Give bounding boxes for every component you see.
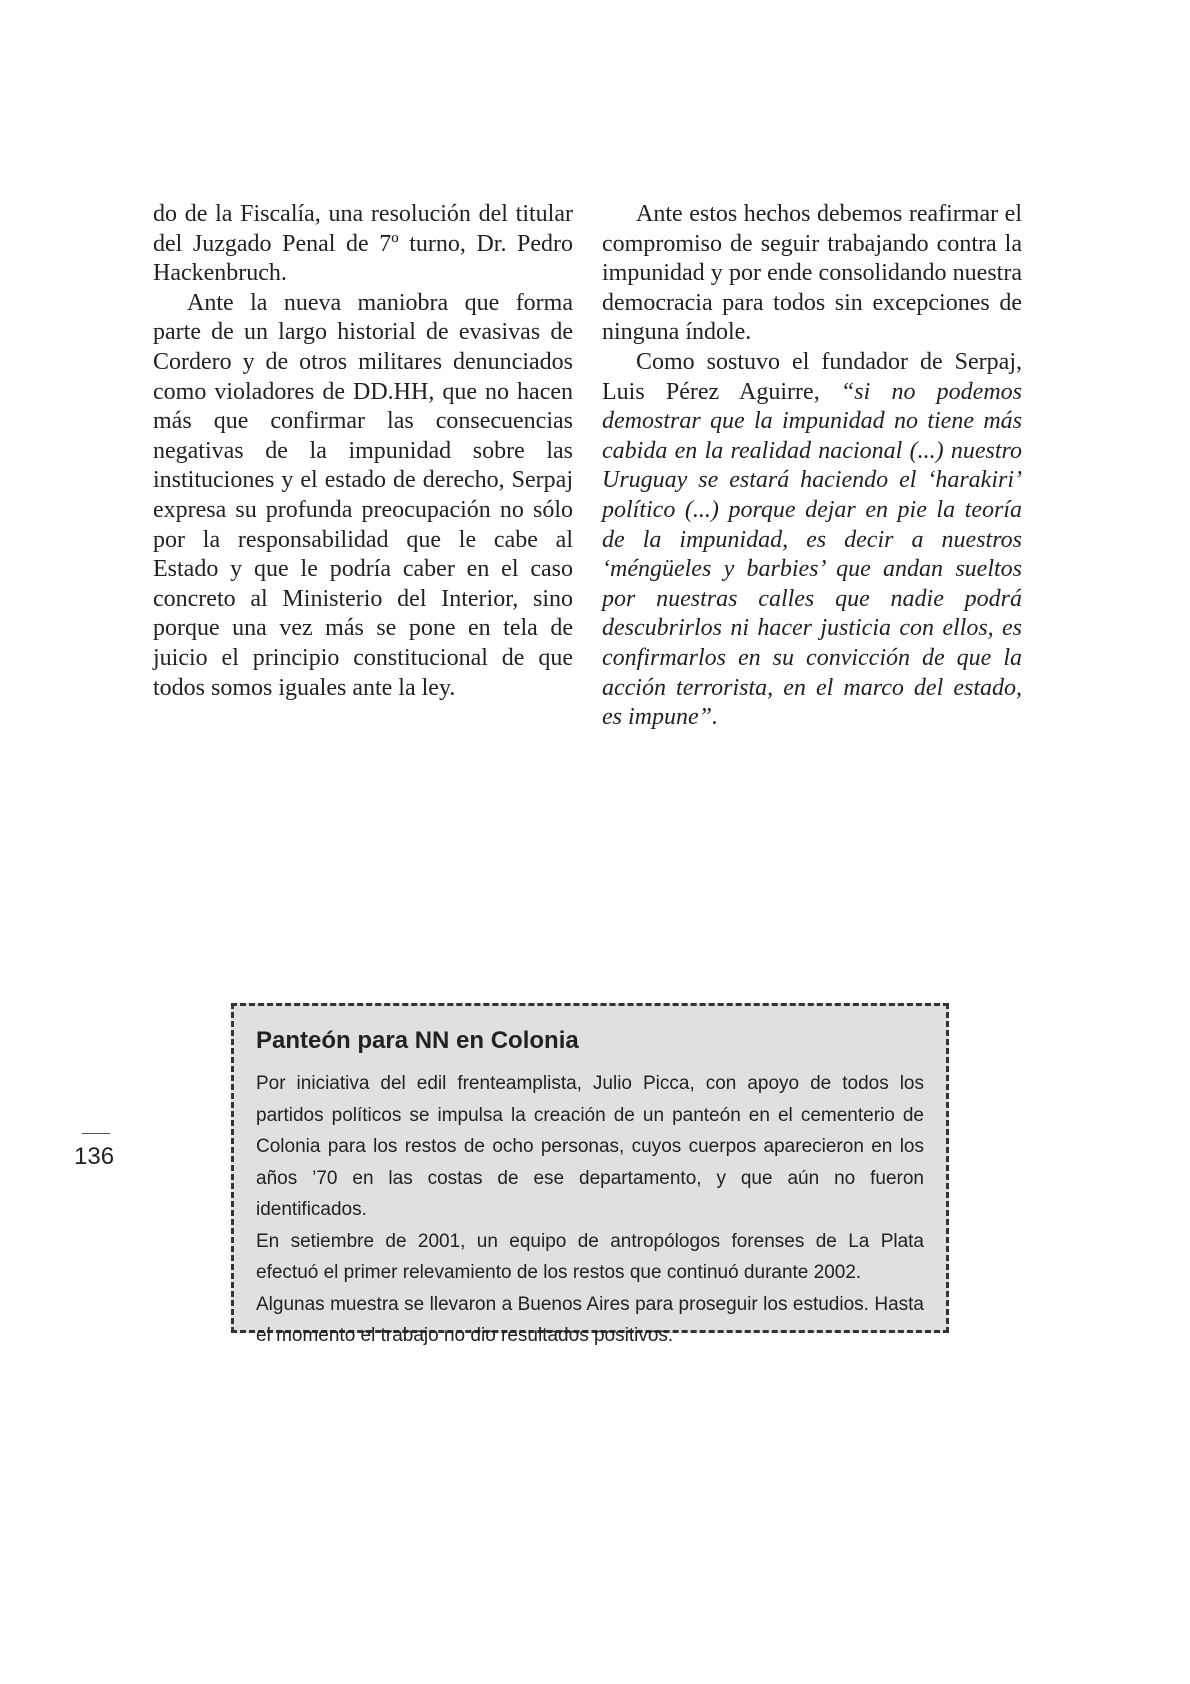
sidebar-paragraph-2: En setiembre de 2001, un equipo de antropólogos forenses de La Plata efectuó el primer relevamiento de los restos que continuó durante 2002.: [256, 1230, 924, 1283]
aguirre-quote: “si no podemos demostrar que la impunidad no tiene más cabida en la realidad nacional (...) nuestro Uruguay se estará haciendo el ‘harakiri’ político (...) porque dejar en pie la teoría de la impunidad, es decir a nuestros ‘méngüeles y barbies’ que andan sueltos por nuestras calles que nadie podrá descubrirlos ni hacer justicia con ellos, es confirmarlos en su convicción de que la acción terrorista, en el marco del estado, es impune”.: [602, 378, 1022, 731]
right-paragraph-2: [602, 348, 1022, 733]
sidebar-box-body: [256, 1068, 924, 1352]
right-paragraph-1: Ante estos hechos debemos reafirmar el compromiso de seguir trabajando contra la impunidad y por ende consolidando nuestra democracia para todos sin excepciones de ninguna índole.: [602, 201, 1022, 346]
sidebar-box: [231, 1003, 949, 1346]
right-text-column: [602, 200, 1022, 733]
sidebar-paragraph-1: Por iniciativa del edil frenteamplista, Julio Picca, con apoyo de todos los partidos políticos se impulsa la creación de un panteón en el cementerio de Colonia para los restos de ocho personas, cuyos cuerpos aparecieron en los años ’70 en las costas de ese departamento, y que aún no fueron identificados.: [256, 1073, 924, 1220]
sidebar-paragraph-3: Algunas muestra se llevaron a Buenos Aires para proseguir los estudios. Hasta el momento el trabajo no dio resultados positivos.: [256, 1293, 924, 1346]
page-number-rule: [82, 1133, 110, 1134]
left-paragraph-1: do de la Fiscalía, una resolución del titular del Juzgado Penal de 7º turno, Dr. Pedro Hackenbruch.: [153, 201, 573, 287]
page-number: 136: [74, 1143, 115, 1170]
left-paragraph-2: Ante la nueva maniobra que forma parte de un largo historial de evasivas de Cordero y de otros militares denunciados como violadores de DD.HH, que no hacen más que confirmar las consecuencias negativas de la impunidad sobre las instituciones y el estado de derecho, Serpaj expresa su profunda preocupación no sólo por la responsabilidad que le cabe al Estado y que le podría caber en el caso concreto al Ministerio del Interior, sino porque una vez más se pone en tela de juicio el principio constitucional de que todos somos iguales ante la ley.: [153, 289, 573, 701]
left-text-column: [153, 200, 573, 703]
sidebar-box-title: Panteón para NN en Colonia: [256, 1027, 579, 1054]
quote-intro: Como sostuvo el fundador de Serpaj, Luis Pérez Aguirre,: [602, 348, 1022, 405]
